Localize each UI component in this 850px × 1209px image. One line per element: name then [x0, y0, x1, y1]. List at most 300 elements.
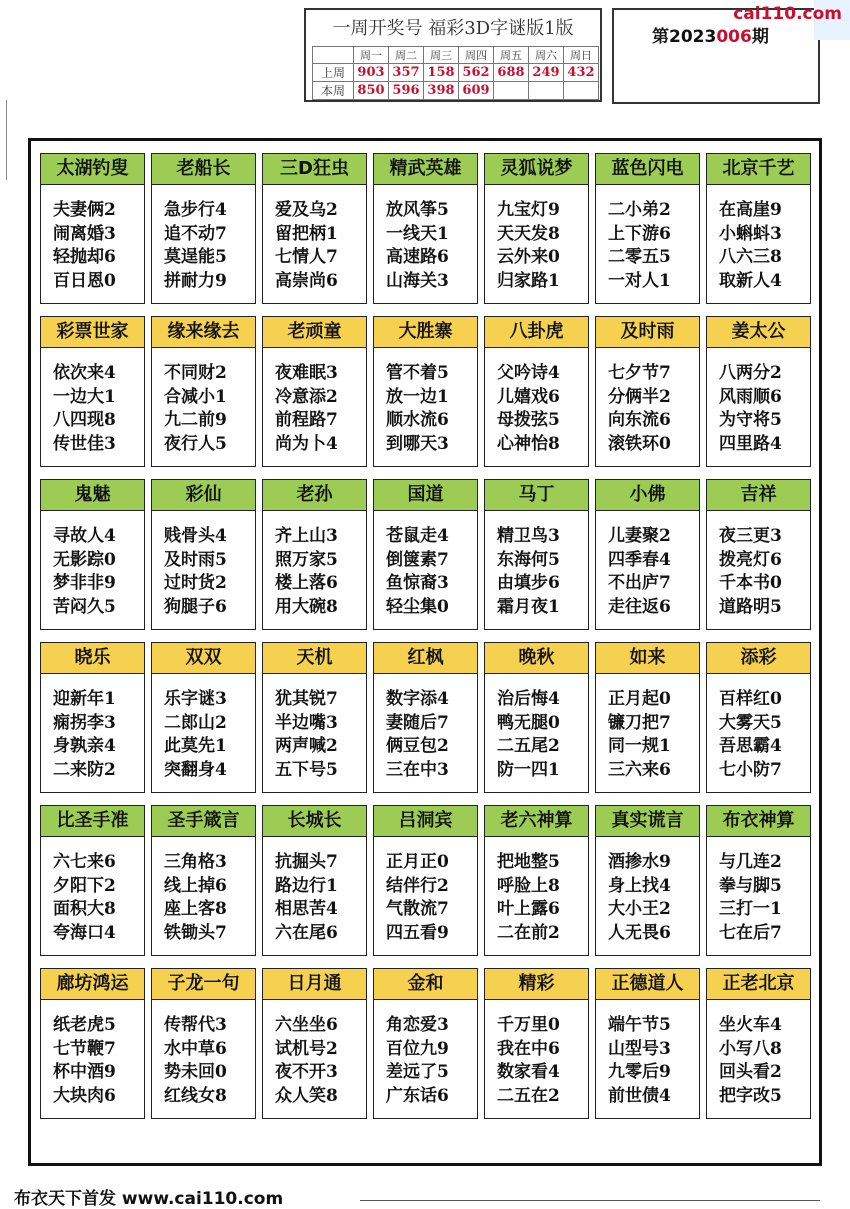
riddle-card-title: 吕洞宾	[374, 806, 477, 837]
riddle-line: 半边嘴3	[275, 712, 338, 733]
riddle-lines	[152, 185, 255, 293]
riddle-line: 轻尘集0	[386, 596, 449, 617]
riddle-line: 呼脸上8	[497, 875, 560, 896]
riddle-line: 霜月夜1	[497, 596, 560, 617]
result-cell: 432	[564, 64, 599, 82]
riddle-card-title: 圣手箴言	[152, 806, 255, 837]
riddle-card	[595, 479, 700, 630]
riddle-card	[151, 153, 256, 304]
riddle-line: 线上掉6	[164, 875, 227, 896]
riddle-line: 在高崖9	[719, 200, 782, 220]
riddle-line: 铁锄头7	[164, 922, 227, 943]
riddle-line: 二小弟2	[608, 200, 671, 220]
result-cell	[494, 82, 529, 100]
riddle-line: 六坐坐6	[275, 1015, 338, 1035]
riddle-line: 大块肉6	[53, 1085, 116, 1106]
riddle-line: 四五看9	[386, 922, 449, 943]
riddle-line: 归家路1	[497, 270, 560, 291]
riddle-card-title: 双双	[152, 643, 255, 674]
riddle-line: 由填步6	[497, 573, 560, 593]
riddle-line: 九宝灯9	[497, 200, 560, 220]
riddle-line: 传帮代3	[164, 1015, 227, 1035]
riddle-card	[373, 805, 478, 956]
riddle-card-title: 红枫	[374, 643, 477, 674]
riddle-line: 镰刀把7	[608, 712, 671, 733]
riddle-lines	[707, 185, 810, 293]
riddle-card	[595, 153, 700, 304]
result-cell: 596	[389, 82, 424, 100]
riddle-line: 夕阳下2	[53, 875, 116, 896]
riddle-lines	[485, 1000, 588, 1108]
riddle-line: 合减小1	[164, 386, 227, 407]
riddle-line: 杯中酒9	[53, 1062, 116, 1082]
riddle-lines	[707, 837, 810, 945]
riddle-line: 顺水流6	[386, 410, 449, 430]
riddle-line: 留把柄1	[275, 223, 338, 244]
riddle-card-title: 灵狐说梦	[485, 154, 588, 185]
result-cell: 688	[494, 64, 529, 82]
riddle-card	[151, 805, 256, 956]
riddle-card	[484, 153, 589, 304]
riddle-line: 正月起0	[608, 689, 671, 709]
riddle-line: 九二前9	[164, 410, 227, 430]
result-cell: 562	[459, 64, 494, 82]
riddle-card	[262, 316, 367, 467]
riddle-card-title: 真实谎言	[596, 806, 699, 837]
riddle-line: 精卫鸟3	[497, 526, 560, 546]
riddle-line: 依次来4	[53, 363, 116, 383]
riddle-line: 一边大1	[53, 386, 116, 407]
riddle-line: 分俩半2	[608, 386, 671, 407]
riddle-line: 用大碗8	[275, 596, 338, 617]
riddle-lines	[152, 1000, 255, 1108]
riddle-line: 取新人4	[719, 270, 782, 291]
riddle-line: 二零五5	[608, 247, 671, 267]
riddle-line: 一对人1	[608, 270, 671, 291]
riddle-line: 数家看4	[497, 1062, 560, 1082]
day-cell: 周日	[564, 47, 599, 64]
riddle-line: 与几连2	[719, 852, 782, 872]
riddle-line: 角恋爱3	[386, 1015, 449, 1035]
riddle-lines	[41, 348, 144, 456]
riddle-line: 二在前2	[497, 922, 560, 943]
riddle-line: 风雨顺6	[719, 386, 782, 407]
issue-suffix: 期	[751, 27, 769, 47]
riddle-card-title: 缘来缘去	[152, 317, 255, 348]
riddle-line: 狗腿子6	[164, 596, 227, 617]
riddle-line: 三角格3	[164, 852, 227, 872]
riddle-line: 迎新年1	[53, 689, 116, 709]
riddle-card-title: 正德道人	[596, 969, 699, 1000]
riddle-line: 抗掘头7	[275, 852, 338, 872]
riddle-card-title: 长城长	[263, 806, 366, 837]
riddle-card-title: 老船长	[152, 154, 255, 185]
riddle-line: 夜三更3	[719, 526, 782, 546]
riddle-line: 七节鞭7	[53, 1038, 116, 1059]
riddle-line: 急步行4	[164, 200, 227, 220]
footer-divider	[360, 1200, 820, 1201]
riddle-lines	[263, 185, 366, 293]
riddle-lines	[374, 837, 477, 945]
riddle-lines	[263, 348, 366, 456]
riddle-line: 一线天1	[386, 223, 449, 244]
riddle-card	[40, 479, 145, 630]
riddle-line: 心神怡8	[497, 433, 560, 454]
riddle-line: 六在尾6	[275, 922, 338, 943]
riddle-card-title: 正老北京	[707, 969, 810, 1000]
riddle-line: 传世佳3	[53, 433, 116, 454]
riddle-card	[262, 479, 367, 630]
riddle-lines	[152, 511, 255, 619]
riddle-line: 放一边1	[386, 386, 449, 407]
riddle-card-title: 小佛	[596, 480, 699, 511]
riddle-card-title: 晓乐	[41, 643, 144, 674]
riddle-lines	[374, 674, 477, 782]
riddle-card	[373, 968, 478, 1119]
riddle-line: 苍鼠走4	[386, 526, 449, 546]
riddle-card	[595, 642, 700, 793]
riddle-line: 不同财2	[164, 363, 227, 383]
riddle-line: 坐火车4	[719, 1015, 782, 1035]
riddle-lines	[596, 1000, 699, 1108]
riddle-lines	[707, 511, 810, 619]
riddle-lines	[263, 674, 366, 782]
riddle-line: 二郎山2	[164, 712, 227, 733]
riddle-line: 七夕节7	[608, 363, 671, 383]
riddle-lines	[263, 1000, 366, 1108]
riddle-lines	[41, 837, 144, 945]
riddle-lines	[41, 511, 144, 619]
riddle-line: 路边行1	[275, 875, 338, 896]
riddle-card	[262, 153, 367, 304]
riddle-line: 端午节5	[608, 1015, 671, 1035]
weekly-results-table	[312, 46, 599, 100]
last-week-label: 上周	[313, 64, 354, 82]
riddle-line: 拼耐力9	[164, 270, 227, 291]
riddle-line: 九零后9	[608, 1062, 671, 1082]
riddle-line: 母拨弦5	[497, 410, 560, 430]
riddle-lines	[707, 1000, 810, 1108]
riddle-line: 尚为卜4	[275, 433, 338, 454]
riddle-line: 夫妻俩2	[53, 200, 116, 220]
riddle-line: 红线女8	[164, 1085, 227, 1106]
riddle-line: 势未回0	[164, 1062, 227, 1082]
riddle-line: 七情人7	[275, 247, 338, 267]
riddle-line: 四里路4	[719, 433, 782, 454]
riddle-card	[484, 968, 589, 1119]
riddle-card-title: 彩仙	[152, 480, 255, 511]
riddle-line: 鸭无腿0	[497, 712, 560, 733]
riddle-line: 东海何5	[497, 549, 560, 570]
riddle-card-title: 廊坊鸿运	[41, 969, 144, 1000]
riddle-card	[151, 642, 256, 793]
riddle-lines	[596, 185, 699, 293]
riddle-card-title: 精彩	[485, 969, 588, 1000]
riddle-line: 人无畏6	[608, 922, 671, 943]
riddle-lines	[707, 674, 810, 782]
riddle-line: 苦闷久5	[53, 596, 116, 617]
riddle-line: 广东话6	[386, 1085, 449, 1106]
riddle-lines	[707, 348, 810, 456]
riddle-card	[706, 805, 811, 956]
riddle-line: 乐字谜3	[164, 689, 227, 709]
issue-number	[652, 22, 769, 47]
riddle-card	[40, 805, 145, 956]
result-cell: 850	[354, 82, 389, 100]
riddle-line: 冷意添2	[275, 386, 338, 407]
riddle-line: 照万家5	[275, 549, 338, 570]
riddle-line: 二五在2	[497, 1085, 560, 1106]
riddle-line: 山型号3	[608, 1038, 671, 1059]
riddle-line: 莫逞能5	[164, 247, 227, 267]
weekly-results-title: 一周开奖号 福彩3D字谜版1版	[332, 18, 574, 39]
riddle-line: 防一四1	[497, 759, 560, 780]
issue-prefix: 第2023	[652, 27, 717, 47]
riddle-card-title: 如来	[596, 643, 699, 674]
riddle-line: 三在中3	[386, 759, 449, 780]
riddle-frame	[28, 138, 822, 1166]
riddle-line: 五下号5	[275, 759, 338, 780]
riddle-line: 闹离婚3	[53, 223, 116, 244]
day-cell: 周一	[354, 47, 389, 64]
riddle-line: 正月正0	[386, 852, 449, 872]
riddle-card	[706, 642, 811, 793]
riddle-card-title: 布衣神算	[707, 806, 810, 837]
riddle-card	[40, 968, 145, 1119]
riddle-line: 同一规1	[608, 736, 671, 756]
riddle-card-title: 添彩	[707, 643, 810, 674]
riddle-line: 千本书0	[719, 573, 782, 593]
riddle-line: 面积大8	[53, 899, 116, 919]
riddle-line: 水中草6	[164, 1038, 227, 1059]
brand-logo[interactable]: cai110.com	[733, 4, 842, 24]
riddle-lines	[374, 185, 477, 293]
riddle-line: 前世债4	[608, 1085, 671, 1106]
riddle-line: 道路明5	[719, 596, 782, 617]
day-header-row	[313, 47, 599, 64]
riddle-line: 结伴行2	[386, 875, 449, 896]
riddle-card	[706, 153, 811, 304]
riddle-lines	[596, 837, 699, 945]
riddle-line: 小蝌蚪3	[719, 223, 782, 244]
riddle-lines	[596, 511, 699, 619]
riddle-lines	[485, 348, 588, 456]
riddle-card	[151, 316, 256, 467]
riddle-lines	[485, 185, 588, 293]
riddle-line: 八两分2	[719, 363, 782, 383]
riddle-line: 楼上落6	[275, 573, 338, 593]
corner-cell	[313, 47, 354, 64]
riddle-line: 高崇尚6	[275, 270, 338, 291]
riddle-lines	[485, 674, 588, 782]
riddle-line: 把地整5	[497, 852, 560, 872]
riddle-line: 四季春4	[608, 549, 671, 570]
riddle-line: 此莫先1	[164, 736, 227, 756]
riddle-line: 俩豆包2	[386, 736, 449, 756]
riddle-line: 拨亮灯6	[719, 549, 782, 570]
riddle-lines	[596, 674, 699, 782]
riddle-card	[595, 805, 700, 956]
riddle-line: 放风筝5	[386, 200, 449, 220]
riddle-lines	[485, 837, 588, 945]
day-cell: 周六	[529, 47, 564, 64]
riddle-grid	[40, 153, 811, 1119]
riddle-card-title: 太湖钓叟	[41, 154, 144, 185]
this-week-label: 本周	[313, 82, 354, 100]
riddle-line: 纸老虎5	[53, 1015, 116, 1035]
riddle-line: 夜难眠3	[275, 363, 338, 383]
riddle-card	[484, 642, 589, 793]
day-cell: 周二	[389, 47, 424, 64]
riddle-line: 儿嬉戏6	[497, 386, 560, 407]
riddle-card	[373, 479, 478, 630]
riddle-lines	[485, 511, 588, 619]
riddle-card-title: 蓝色闪电	[596, 154, 699, 185]
riddle-line: 二五尾2	[497, 736, 560, 756]
riddle-card	[595, 968, 700, 1119]
riddle-line: 追不动7	[164, 223, 227, 244]
riddle-line: 滚铁环0	[608, 433, 671, 454]
riddle-lines	[374, 1000, 477, 1108]
riddle-line: 向东流6	[608, 410, 671, 430]
riddle-line: 回头看2	[719, 1062, 782, 1082]
riddle-card-title: 八卦虎	[485, 317, 588, 348]
riddle-line: 气散流7	[386, 899, 449, 919]
riddle-lines	[41, 674, 144, 782]
riddle-card-title: 彩票世家	[41, 317, 144, 348]
riddle-line: 上下游6	[608, 223, 671, 244]
riddle-lines	[41, 185, 144, 293]
riddle-card	[40, 642, 145, 793]
riddle-line: 突翻身4	[164, 759, 227, 780]
riddle-card-title: 三D狂虫	[263, 154, 366, 185]
result-cell: 398	[424, 82, 459, 100]
riddle-card	[484, 805, 589, 956]
result-cell: 357	[389, 64, 424, 82]
riddle-line: 轻抛却6	[53, 247, 116, 267]
riddle-line: 夸海口4	[53, 922, 116, 943]
riddle-line: 吾思霸4	[719, 736, 782, 756]
riddle-line: 把字改5	[719, 1085, 782, 1106]
riddle-card-title: 老六神算	[485, 806, 588, 837]
day-cell: 周四	[459, 47, 494, 64]
riddle-line: 大小王2	[608, 899, 671, 919]
riddle-line: 身上找4	[608, 875, 671, 896]
riddle-card	[262, 805, 367, 956]
result-cell: 609	[459, 82, 494, 100]
riddle-card	[373, 153, 478, 304]
riddle-line: 众人笑8	[275, 1085, 338, 1106]
riddle-line: 百位九9	[386, 1038, 449, 1059]
riddle-card	[706, 968, 811, 1119]
riddle-lines	[41, 1000, 144, 1108]
riddle-card-title: 马丁	[485, 480, 588, 511]
riddle-line: 座上客8	[164, 899, 227, 919]
riddle-line: 痫拐李3	[53, 712, 116, 733]
riddle-line: 齐上山3	[275, 526, 338, 546]
riddle-line: 天天发8	[497, 223, 560, 244]
riddle-card-title: 金和	[374, 969, 477, 1000]
riddle-line: 为守将5	[719, 410, 782, 430]
riddle-card	[706, 316, 811, 467]
riddle-line: 八六三8	[719, 247, 782, 267]
riddle-line: 倒箧素7	[386, 549, 449, 570]
riddle-line: 及时雨5	[164, 549, 227, 570]
riddle-line: 酒掺水9	[608, 852, 671, 872]
riddle-card-title: 及时雨	[596, 317, 699, 348]
riddle-card	[151, 479, 256, 630]
riddle-line: 云外来0	[497, 247, 560, 267]
result-cell: 903	[354, 64, 389, 82]
riddle-line: 千万里0	[497, 1015, 560, 1035]
riddle-card-title: 子龙一句	[152, 969, 255, 1000]
riddle-line: 身孰亲4	[53, 736, 116, 756]
riddle-line: 走往返6	[608, 596, 671, 617]
riddle-card-title: 北京千艺	[707, 154, 810, 185]
riddle-line: 百日恩0	[53, 270, 116, 291]
riddle-lines	[152, 674, 255, 782]
riddle-lines	[596, 348, 699, 456]
riddle-line: 差远了5	[386, 1062, 449, 1082]
day-cell: 周三	[424, 47, 459, 64]
riddle-line: 两声喊2	[275, 736, 338, 756]
riddle-line: 相思苦4	[275, 899, 338, 919]
riddle-line: 七小防7	[719, 759, 782, 780]
riddle-card	[262, 642, 367, 793]
weekly-results-box	[304, 8, 602, 102]
riddle-lines	[374, 348, 477, 456]
riddle-card	[40, 316, 145, 467]
riddle-line: 到哪天3	[386, 433, 449, 454]
riddle-line: 山海关3	[386, 270, 449, 291]
riddle-lines	[152, 348, 255, 456]
riddle-line: 试机号2	[275, 1038, 338, 1059]
left-edge-decoration	[0, 100, 7, 180]
day-cell: 周五	[494, 47, 529, 64]
riddle-card-title: 老孙	[263, 480, 366, 511]
riddle-line: 不出庐7	[608, 573, 671, 593]
result-cell: 158	[424, 64, 459, 82]
riddle-line: 三打一1	[719, 899, 782, 919]
riddle-line: 叶上露6	[497, 899, 560, 919]
riddle-card	[484, 316, 589, 467]
riddle-card-title: 精武英雄	[374, 154, 477, 185]
riddle-card	[595, 316, 700, 467]
riddle-card	[40, 153, 145, 304]
riddle-line: 寻故人4	[53, 526, 116, 546]
riddle-line: 梦非非9	[53, 573, 116, 593]
riddle-lines	[152, 837, 255, 945]
riddle-card	[262, 968, 367, 1119]
result-cell: 249	[529, 64, 564, 82]
riddle-line: 高速路6	[386, 247, 449, 267]
riddle-card-title: 吉祥	[707, 480, 810, 511]
riddle-line: 小写八8	[719, 1038, 782, 1059]
riddle-line: 二来防2	[53, 759, 116, 780]
riddle-line: 爱及乌2	[275, 200, 338, 220]
riddle-line: 鱼惊裔3	[386, 573, 449, 593]
riddle-line: 八四现8	[53, 410, 116, 430]
this-week-row	[313, 82, 599, 100]
last-week-row	[313, 64, 599, 82]
riddle-card-title: 老顽童	[263, 317, 366, 348]
riddle-card	[706, 479, 811, 630]
riddle-lines	[263, 837, 366, 945]
riddle-line: 七在后7	[719, 922, 782, 943]
riddle-card	[484, 479, 589, 630]
result-cell	[529, 82, 564, 100]
riddle-card-title: 姜太公	[707, 317, 810, 348]
